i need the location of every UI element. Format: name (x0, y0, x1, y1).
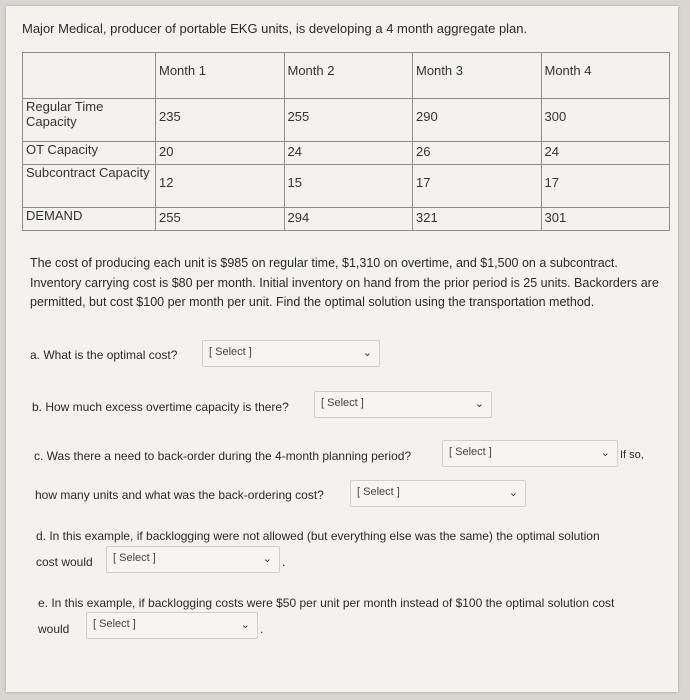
table-cell: 26 (413, 142, 542, 165)
question-c-select-1[interactable] (442, 440, 618, 467)
chevron-down-icon: ⌄ (508, 487, 518, 499)
select-value: [ Select ] (357, 486, 400, 498)
question-e2-label: would (38, 622, 70, 636)
question-d-period: . (282, 555, 286, 569)
select-value: [ Select ] (93, 618, 136, 630)
chevron-down-icon: ⌄ (474, 398, 484, 410)
question-a-label: a. What is the optimal cost? (30, 348, 178, 362)
row-label: DEMAND (23, 208, 156, 231)
header-cell-month-2: Month 2 (284, 53, 413, 99)
table-cell: 290 (413, 99, 542, 142)
question-d-select[interactable] (106, 546, 280, 573)
row-label: Subcontract Capacity (23, 165, 156, 208)
header-cell-empty (23, 53, 156, 99)
select-value: [ Select ] (321, 397, 364, 409)
table-cell: 301 (541, 208, 670, 231)
table-cell: 255 (284, 99, 413, 142)
question-c2-label: how many units and what was the back-ordering cost? (35, 488, 324, 502)
table-row-subcontract (23, 165, 670, 208)
table-row-ot (23, 142, 670, 165)
header-cell-month-4: Month 4 (541, 53, 670, 99)
question-e-period: . (260, 622, 264, 636)
table-cell: 17 (541, 165, 670, 208)
capacity-table (22, 52, 670, 231)
table-cell: 24 (541, 142, 670, 165)
problem-description: The cost of producing each unit is $985 on regular time, $1,310 on overtime, and $1,500 on a subcontract. Inventory carrying cost is $80 per month. Initial inventory on hand from the prior period is 25 units. Backorders are permitted, but cost $100 per month per unit. Find the optimal solution using the transportation method. (30, 256, 659, 309)
question-c-suffix: If so, (620, 449, 644, 461)
problem-title: Major Medical, producer of portable EKG units, is developing a 4 month aggregate plan. (22, 21, 528, 36)
select-value: [ Select ] (209, 346, 252, 358)
question-d-label: d. In this example, if backlogging were not allowed (but everything else was the same) the optimal solution (36, 529, 600, 543)
question-c-select-2[interactable] (350, 480, 526, 507)
header-cell-month-3: Month 3 (413, 53, 542, 99)
question-e-label: e. In this example, if backlogging costs were $50 per unit per month instead of $100 the optimal solution cost (38, 596, 615, 610)
header-cell-month-1: Month 1 (156, 53, 285, 99)
question-d2-label: cost would (36, 555, 93, 569)
table-row-demand (23, 208, 670, 231)
table-cell: 300 (541, 99, 670, 142)
table-row-regular-time (23, 99, 670, 142)
question-sheet (6, 6, 678, 692)
question-a-select[interactable] (202, 340, 380, 367)
question-b-select[interactable] (314, 391, 492, 418)
table-cell: 12 (156, 165, 285, 208)
table-cell: 235 (156, 99, 285, 142)
table-cell: 17 (413, 165, 542, 208)
row-label: Regular Time Capacity (23, 99, 156, 142)
table-header-row (23, 53, 670, 99)
select-value: [ Select ] (113, 552, 156, 564)
question-c-label: c. Was there a need to back-order during the 4-month planning period? (34, 449, 412, 463)
table-cell: 294 (284, 208, 413, 231)
chevron-down-icon: ⌄ (600, 447, 610, 459)
table-cell: 15 (284, 165, 413, 208)
table-cell: 20 (156, 142, 285, 165)
question-e-select[interactable] (86, 612, 258, 639)
chevron-down-icon: ⌄ (362, 347, 372, 359)
chevron-down-icon: ⌄ (240, 619, 250, 631)
chevron-down-icon: ⌄ (262, 553, 272, 565)
table-cell: 24 (284, 142, 413, 165)
table-cell: 255 (156, 208, 285, 231)
row-label: OT Capacity (23, 142, 156, 165)
table-cell: 321 (413, 208, 542, 231)
select-value: [ Select ] (449, 446, 492, 458)
question-b-label: b. How much excess overtime capacity is there? (32, 400, 289, 414)
